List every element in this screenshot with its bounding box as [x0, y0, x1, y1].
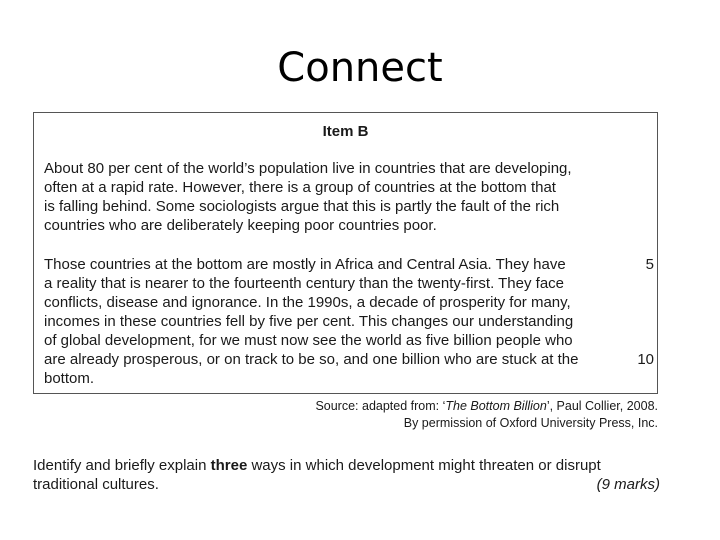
paragraph-1-line: often at a rapid rate. However, there is a group of countries at the bottom that	[44, 179, 556, 196]
paragraph-2-line: of global development, for we must now see the world as five billion people who	[44, 332, 573, 349]
source-prefix: Source: adapted from: ‘	[315, 399, 446, 413]
question-line-2: traditional cultures.	[33, 476, 159, 493]
item-heading: Item B	[322, 123, 369, 140]
exam-question	[33, 456, 663, 494]
item-paragraph-1	[44, 159, 609, 235]
question-line-1	[33, 456, 663, 475]
question-end: ways in which development might threaten or disrupt	[247, 457, 601, 474]
source-permission: By permission of Oxford University Press, Inc.	[403, 416, 658, 430]
paragraph-2-line: incomes in these countries fell by five per cent. This changes our understanding	[44, 313, 574, 330]
marks-label: (9 marks)	[596, 476, 660, 493]
question-emphasis: three	[210, 457, 248, 474]
slide-title: Connect	[277, 45, 443, 91]
line-number-5: 5	[645, 256, 654, 273]
source-suffix: ’, Paul Collier, 2008.	[546, 399, 658, 413]
item-paragraph-2	[44, 255, 609, 388]
paragraph-2-line: bottom.	[44, 370, 95, 387]
paragraph-1-line: countries who are deliberately keeping poor countries poor.	[44, 217, 437, 234]
source-citation	[315, 398, 658, 432]
paragraph-1-line: About 80 per cent of the world’s population live in countries that are developing,	[44, 160, 572, 177]
paragraph-2-line: Those countries at the bottom are mostly in Africa and Central Asia. They have	[44, 256, 566, 273]
source-book-title: The Bottom Billion	[445, 399, 547, 413]
question-start: Identify and briefly explain	[33, 457, 211, 474]
line-number-10: 10	[637, 351, 654, 368]
paragraph-1-line: is falling behind. Some sociologists argue that this is partly the fault of the rich	[44, 198, 560, 215]
paragraph-2-line: are already prosperous, or on track to be so, and one billion who are stuck at the	[44, 351, 579, 368]
paragraph-2-line: conflicts, disease and ignorance. In the 1990s, a decade of prosperity for many,	[44, 294, 571, 311]
paragraph-2-line: a reality that is nearer to the fourteenth century than the twenty-first. They face	[44, 275, 564, 292]
item-b-box	[33, 112, 658, 394]
source-line	[315, 398, 658, 415]
